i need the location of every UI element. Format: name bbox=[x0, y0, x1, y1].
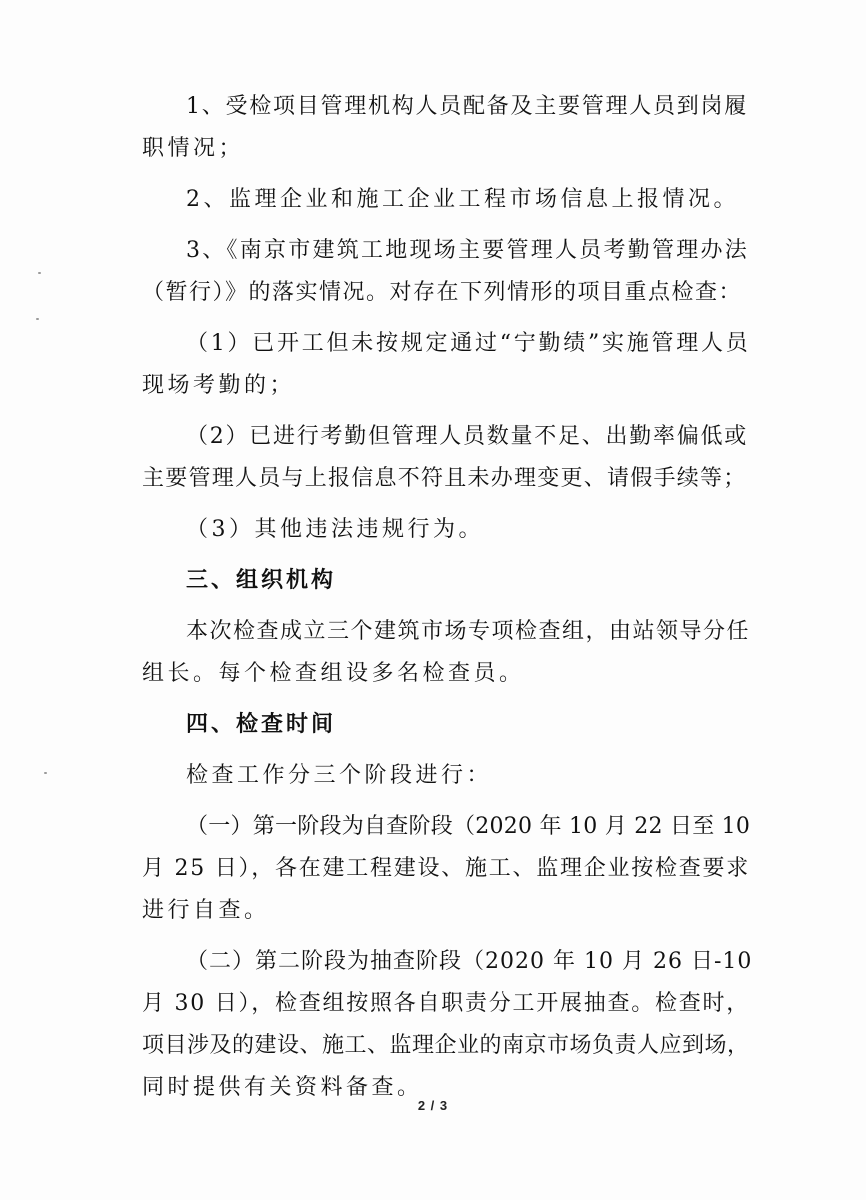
paragraph-line: （2）已进行考勤但管理人员数量不足、出勤率偏低或 bbox=[186, 424, 748, 449]
scan-speck bbox=[44, 772, 47, 774]
section-heading: 四、检查时间 bbox=[186, 712, 337, 737]
section-heading: 三、组织机构 bbox=[186, 568, 337, 593]
paragraph-line: 组长。每个检查组设多名检查员。 bbox=[142, 661, 525, 686]
paragraph-line: 现场考勤的； bbox=[142, 373, 296, 398]
document-body bbox=[142, 86, 752, 1109]
paragraph-line: 项目涉及的建设、施工、监理企业的南京市场负责人应到场， bbox=[142, 1033, 750, 1058]
paragraph-line: （1）已开工但未按规定通过“宁勤绩”实施管理人员 bbox=[186, 331, 751, 356]
paragraph-line: （3）其他违法违规行为。 bbox=[186, 517, 484, 542]
scan-speck bbox=[38, 272, 41, 274]
scan-speck bbox=[36, 318, 39, 320]
paragraph-line: 月 25 日），各在建工程建设、施工、监理企业按检查要求 bbox=[142, 856, 750, 881]
paragraph-line: 主要管理人员与上报信息不符且未办理变更、请假手续等； bbox=[142, 466, 747, 491]
paragraph-line: （一）第一阶段为自查阶段（2020 年 10 月 22 日至 10 bbox=[186, 814, 751, 839]
page-number: 2 / 3 bbox=[417, 1098, 449, 1113]
paragraph-line: 月 30 日），检查组按照各自职责分工开展抽查。检查时， bbox=[142, 991, 750, 1016]
paragraph-line: （二）第二阶段为抽查阶段（2020 年 10 月 26 日-10 bbox=[186, 949, 753, 974]
paragraph-line: 进行自查。 bbox=[142, 898, 270, 923]
paragraph-line: 检查工作分三个阶段进行： bbox=[186, 763, 493, 788]
paragraph-line: （暂行）》的落实情况。对存在下列情形的项目重点检查： bbox=[142, 280, 743, 305]
paragraph-line: 职情况； bbox=[142, 136, 245, 161]
paragraph-line: 3、《南京市建筑工地现场主要管理人员考勤管理办法 bbox=[186, 238, 749, 263]
paragraph-line: 同时提供有关资料备查。 bbox=[142, 1075, 423, 1100]
paragraph-line: 2、监理企业和施工企业工程市场信息上报情况。 bbox=[186, 187, 739, 212]
paragraph-line: 本次检查成立三个建筑市场专项检查组，由站领导分任 bbox=[186, 619, 751, 644]
paragraph-line: 1、受检项目管理机构人员配备及主要管理人员到岗履 bbox=[186, 94, 748, 119]
